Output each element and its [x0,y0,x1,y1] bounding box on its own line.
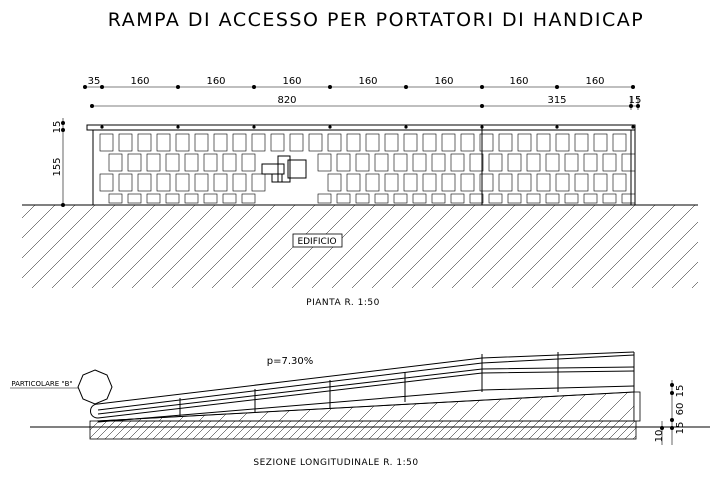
detail-label: PARTICOLARE "B" [11,380,73,388]
dim-60: 60 [675,402,686,416]
dim-160-7: 160 [585,76,605,87]
dim-15-end: 15 [628,95,642,106]
building-label: EDIFICIO [297,237,337,247]
dim-160-3: 160 [282,76,302,87]
building-area [22,205,698,288]
side-dimension-chain [52,118,65,207]
overall-dimension-chain [90,95,641,110]
dim-15-side: 15 [52,120,63,134]
dim-15-a: 15 [675,384,686,398]
dim-10: 10 [654,429,665,443]
plan-view [22,76,698,308]
section-view [10,352,710,468]
slope-label: p=7.30% [266,356,314,367]
plan-caption: PIANTA R. 1:50 [306,298,380,308]
dim-160-6: 160 [509,76,529,87]
ramp-plan [87,125,635,205]
dim-15-b: 15 [675,421,686,435]
wheelchair-symbol [262,156,306,182]
detail-marker [10,370,112,404]
dim-35: 35 [87,76,101,87]
section-caption: SEZIONE LONGITUDINALE R. 1:50 [253,458,419,468]
drawing-title: RAMPA DI ACCESSO PER PORTATORI DI HANDICAP [107,9,645,31]
dim-820: 820 [277,95,297,106]
section-side-dimensions [654,380,686,445]
dim-160-5: 160 [434,76,454,87]
dim-315: 315 [547,95,567,106]
dim-160-4: 160 [358,76,378,87]
dim-160-2: 160 [206,76,226,87]
dim-160-1: 160 [130,76,150,87]
top-dimension-chain [83,76,635,89]
dim-155: 155 [52,157,63,177]
